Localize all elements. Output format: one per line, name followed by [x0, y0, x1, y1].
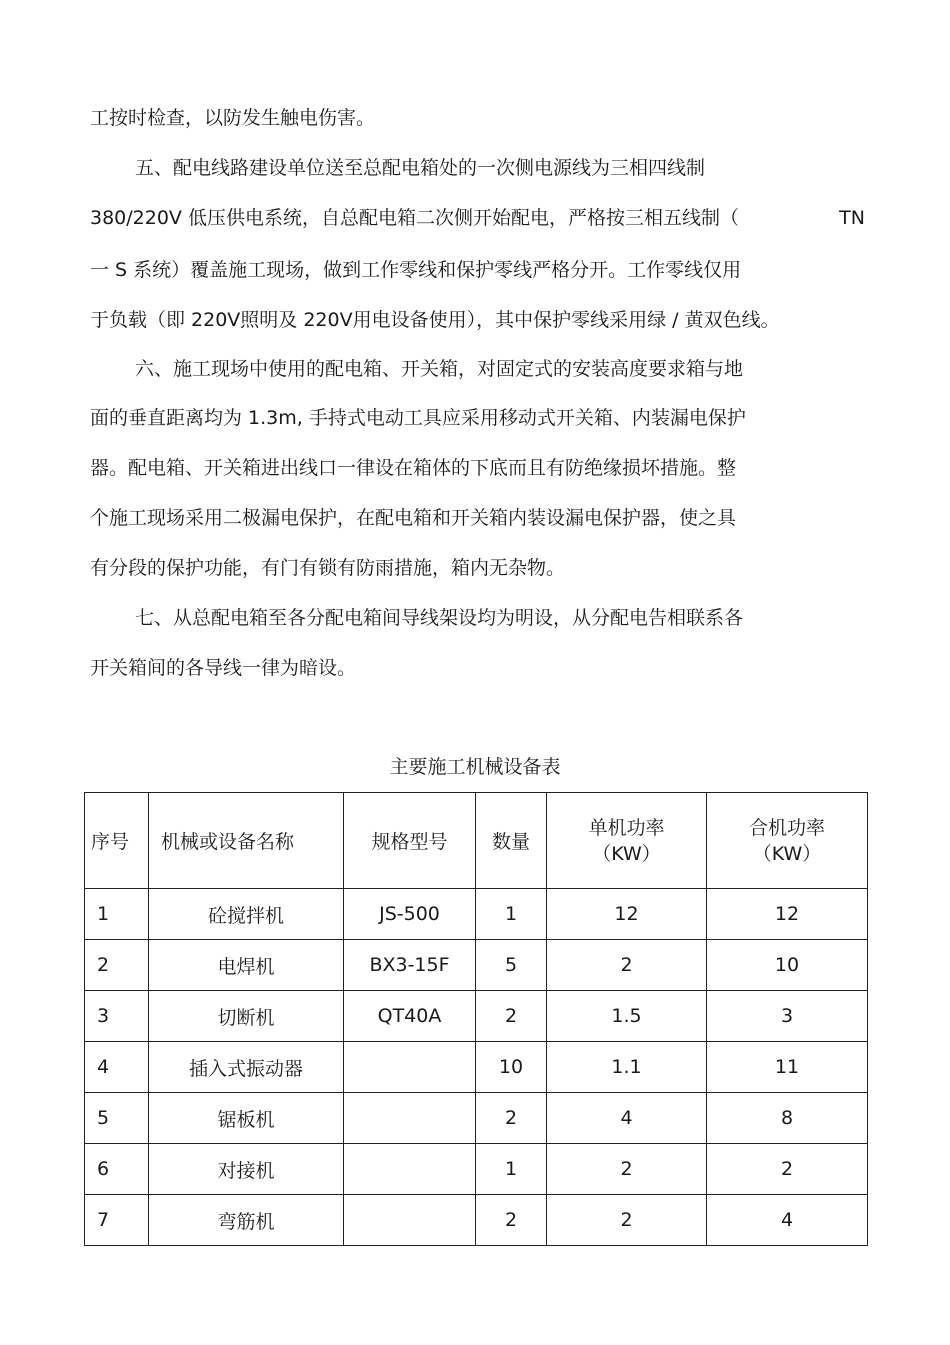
table-title: 主要施工机械设备表	[389, 756, 561, 778]
paragraph-line	[90, 206, 865, 230]
paragraph-line: 开关箱间的各导线一律为暗设。	[90, 657, 357, 679]
table-body	[85, 889, 868, 1246]
cell-name: 切断机	[149, 991, 344, 1042]
cell-qty: 2	[476, 1093, 547, 1144]
table-row	[85, 940, 868, 991]
header-total-power	[707, 793, 868, 889]
cell-total-power: 3	[707, 991, 868, 1042]
cell-model	[344, 1042, 476, 1093]
header-model: 规格型号	[344, 793, 476, 889]
cell-no: 6	[85, 1144, 149, 1195]
cell-total-power: 2	[707, 1144, 868, 1195]
header-total-power-label: 合机功率	[748, 816, 825, 839]
header-name: 机械或设备名称	[149, 793, 344, 889]
cell-qty: 10	[476, 1042, 547, 1093]
cell-qty: 1	[476, 889, 547, 940]
cell-no: 3	[85, 991, 149, 1042]
cell-model: BX3-15F	[344, 940, 476, 991]
cell-unit-power: 2	[547, 1195, 707, 1246]
paragraph-line-text: TN	[839, 207, 865, 229]
cell-total-power: 12	[707, 889, 868, 940]
cell-name: 电焊机	[149, 940, 344, 991]
cell-name: 砼搅拌机	[149, 889, 344, 940]
cell-no: 2	[85, 940, 149, 991]
header-unit-power	[547, 793, 707, 889]
cell-model	[344, 1093, 476, 1144]
cell-total-power: 8	[707, 1093, 868, 1144]
cell-total-power: 4	[707, 1195, 868, 1246]
cell-unit-power: 4	[547, 1093, 707, 1144]
header-unit-power-unit: （KW）	[592, 842, 661, 865]
cell-unit-power: 1.1	[547, 1042, 707, 1093]
paragraph-line-text: 380/220V 低压供电系统，自总配电箱二次侧开始配电，严格按三相五线制（	[90, 207, 739, 229]
paragraph-line: 五、配电线路建设单位送至总配电箱处的一次侧电源线为三相四线制	[135, 157, 706, 179]
cell-model: QT40A	[344, 991, 476, 1042]
paragraph-line: 六、施工现场中使用的配电箱、开关箱，对固定式的安装高度要求箱与地	[135, 358, 744, 380]
cell-unit-power: 2	[547, 1144, 707, 1195]
header-unit-power-label: 单机功率	[588, 816, 665, 839]
cell-model	[344, 1195, 476, 1246]
header-qty: 数量	[476, 793, 547, 889]
cell-qty: 5	[476, 940, 547, 991]
table-row	[85, 1144, 868, 1195]
paragraph-line: 一 S 系统）覆盖施工现场，做到工作零线和保护零线严格分开。工作零线仅用	[90, 259, 742, 281]
cell-no: 7	[85, 1195, 149, 1246]
cell-name: 对接机	[149, 1144, 344, 1195]
cell-total-power: 11	[707, 1042, 868, 1093]
equipment-table	[84, 792, 868, 1246]
paragraph-line: 器。配电箱、开关箱进出线口一律设在箱体的下底而且有防绝缘损坏措施。整	[90, 457, 737, 479]
table-row	[85, 1042, 868, 1093]
cell-name: 锯板机	[149, 1093, 344, 1144]
table-header-row	[85, 793, 868, 889]
cell-unit-power: 2	[547, 940, 707, 991]
cell-model	[344, 1144, 476, 1195]
cell-no: 1	[85, 889, 149, 940]
paragraph-line: 个施工现场采用二极漏电保护，在配电箱和开关箱内装设漏电保护器，使之具	[90, 507, 737, 529]
cell-name: 弯筋机	[149, 1195, 344, 1246]
cell-model: JS-500	[344, 889, 476, 940]
cell-total-power: 10	[707, 940, 868, 991]
paragraph-line: 面的垂直距离均为 1.3m, 手持式电动工具应采用移动式开关箱、内装漏电保护	[90, 407, 746, 429]
cell-no: 5	[85, 1093, 149, 1144]
header-total-power-unit: （KW）	[752, 842, 822, 865]
paragraph-line: 有分段的保护功能，有门有锁有防雨措施，箱内无杂物。	[90, 557, 566, 579]
table-row	[85, 1093, 868, 1144]
paragraph-line: 于负载（即 220V照明及 220V用电设备使用），其中保护零线采用绿 / 黄双色线。	[90, 309, 780, 331]
cell-no: 4	[85, 1042, 149, 1093]
cell-qty: 2	[476, 991, 547, 1042]
cell-unit-power: 12	[547, 889, 707, 940]
table-row	[85, 991, 868, 1042]
cell-qty: 2	[476, 1195, 547, 1246]
cell-unit-power: 1.5	[547, 991, 707, 1042]
paragraph-line: 七、从总配电箱至各分配电箱间导线架设均为明设，从分配电告相联系各	[135, 607, 744, 629]
paragraph-line: 工按时检查，以防发生触电伤害。	[90, 107, 376, 129]
table-row	[85, 1195, 868, 1246]
cell-qty: 1	[476, 1144, 547, 1195]
table-row	[85, 889, 868, 940]
cell-name: 插入式振动器	[149, 1042, 344, 1093]
header-no: 序号	[85, 793, 149, 889]
